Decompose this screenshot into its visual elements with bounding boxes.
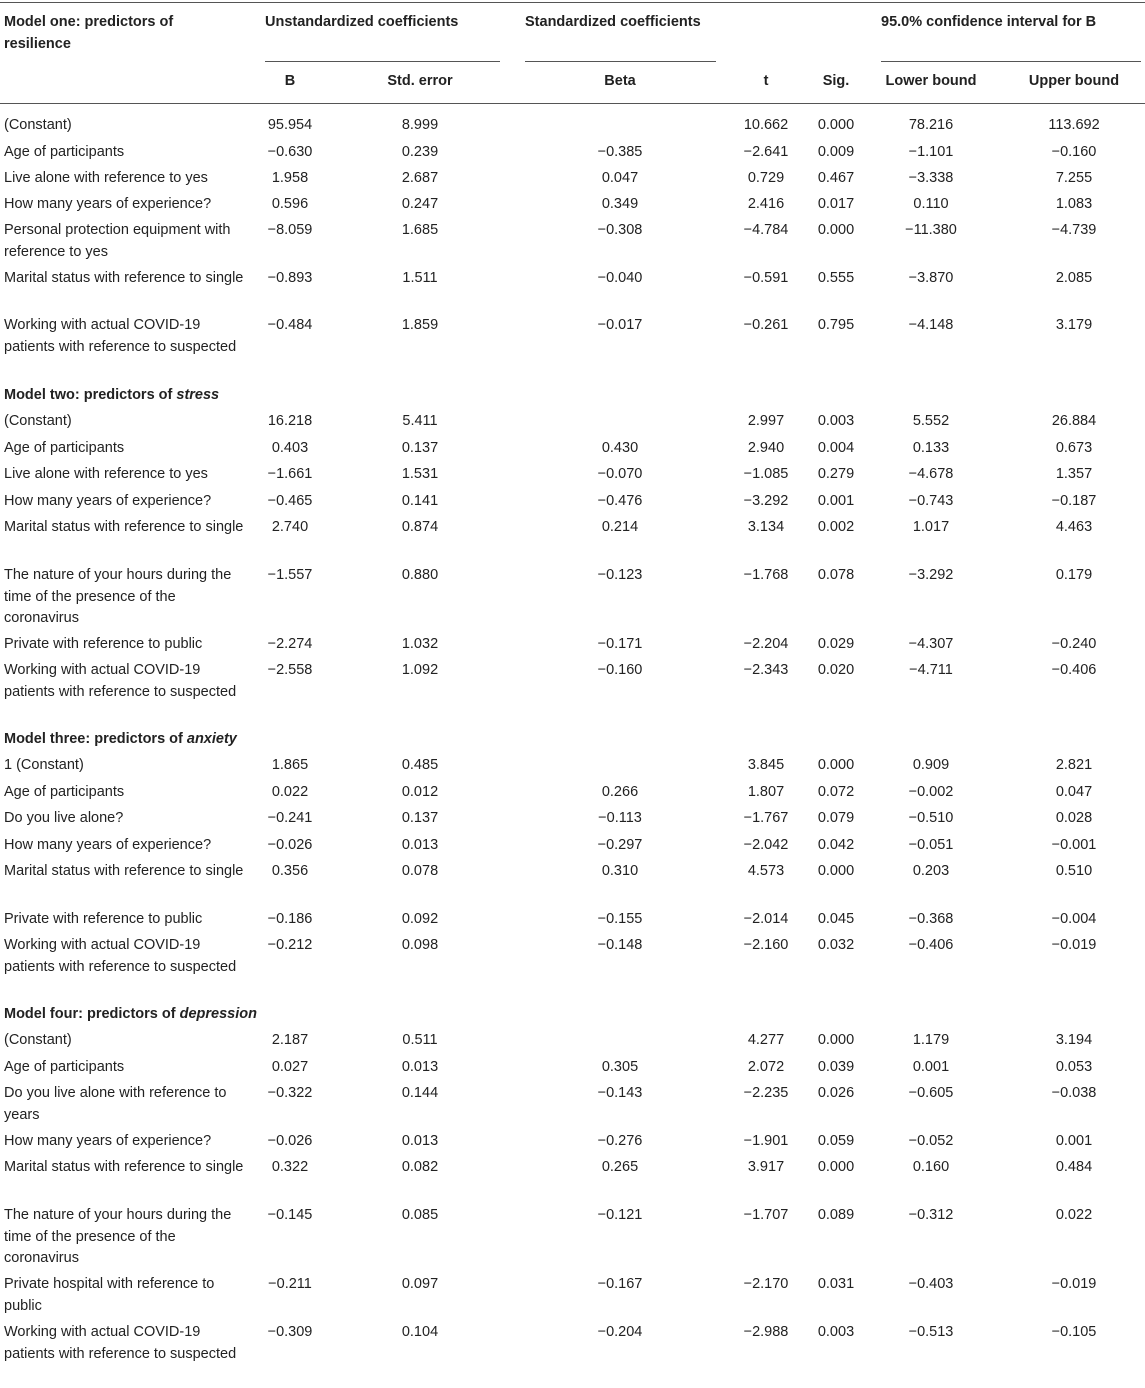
cell-b: −0.241 [267,810,313,826]
cell-beta: −0.113 [598,810,642,826]
cell-t: −1.768 [743,567,789,583]
cell-b: 1.865 [271,757,309,773]
cell-sig: 0.000 [817,1032,855,1048]
cell-std-error: 5.411 [402,413,438,429]
cell-b: −0.026 [267,1133,313,1149]
cell-beta: −0.297 [597,837,643,853]
cell-t: −3.292 [743,493,789,509]
cell-sig: 0.555 [817,270,855,286]
cell-b: −0.322 [267,1085,313,1101]
cell-sig: 0.001 [817,493,855,509]
header-b: B [284,73,296,89]
row-label: Marital status with reference to single [4,863,244,879]
cell-upper-bound: −0.187 [1051,493,1097,509]
cell-t: 2.997 [747,413,785,429]
cell-beta: 0.430 [601,440,639,456]
cell-std-error: 0.239 [401,144,439,160]
row-label: Age of participants [4,440,125,456]
cell-sig: 0.059 [817,1133,855,1149]
cell-t: −2.641 [743,144,789,160]
row-label: (Constant) [4,413,72,429]
cell-lower-bound: 0.203 [912,863,950,879]
cell-beta: −0.123 [597,567,643,583]
cell-upper-bound: 0.022 [1055,1207,1093,1223]
cell-upper-bound: 0.484 [1055,1159,1093,1175]
cell-upper-bound: 3.194 [1055,1032,1093,1048]
row-label: Working with actual COVID-19 patients with reference to suspected [4,317,237,355]
cell-sig: 0.467 [817,170,855,186]
header-beta: Beta [604,73,636,89]
cell-lower-bound: 0.110 [913,196,949,212]
row-label: Age of participants [4,784,125,800]
cell-std-error: 0.104 [401,1324,439,1340]
row-label: (Constant) [4,1032,72,1048]
row-label: Working with actual COVID-19 patients with reference to suspected [4,662,237,700]
cell-b: 95.954 [267,117,313,133]
cell-sig: 0.020 [817,662,855,678]
cell-lower-bound: −0.406 [908,937,954,953]
cell-sig: 0.032 [817,937,855,953]
cell-upper-bound: −0.160 [1051,144,1097,160]
cell-sig: 0.000 [817,222,855,238]
section-title-prefix: Model three: predictors of [4,731,187,747]
cell-t: −0.591 [743,270,789,286]
cell-t: −2.160 [743,937,789,953]
cell-sig: 0.031 [817,1276,855,1292]
cell-sig: 0.042 [817,837,855,853]
cell-lower-bound: 0.909 [912,757,950,773]
cell-upper-bound: −0.240 [1051,636,1097,652]
section-title-emphasis: stress [176,387,220,403]
cell-sig: 0.078 [817,567,855,583]
cell-t: −2.204 [743,636,789,652]
cell-b: −0.212 [267,937,313,953]
cell-sig: 0.000 [817,863,855,879]
cell-lower-bound: −0.510 [908,810,954,826]
row-label: Private with reference to public [4,911,203,927]
cell-sig: 0.017 [817,196,855,212]
cell-std-error: 1.531 [401,466,439,482]
cell-b: −0.186 [267,911,313,927]
cell-beta: −0.167 [597,1276,643,1292]
cell-upper-bound: −0.004 [1051,911,1097,927]
unstd-underline [265,61,500,62]
row-label: Age of participants [4,144,125,160]
cell-t: 2.940 [747,440,785,456]
cell-upper-bound: 26.884 [1051,413,1097,429]
cell-sig: 0.004 [817,440,855,456]
cell-upper-bound: 1.083 [1055,196,1093,212]
cell-beta: 0.349 [601,196,639,212]
cell-t: −2.343 [743,662,789,678]
cell-std-error: 1.092 [401,662,439,678]
row-label: How many years of experience? [4,837,212,853]
cell-upper-bound: 3.179 [1055,317,1093,333]
cell-t: −4.784 [743,222,789,238]
cell-beta: −0.040 [597,270,643,286]
cell-sig: 0.279 [817,466,855,482]
row-label: Private hospital with reference to public [4,1276,215,1314]
header-bottom-rule [0,103,1145,104]
cell-std-error: 0.880 [401,567,439,583]
cell-upper-bound: 0.510 [1055,863,1093,879]
cell-upper-bound: 113.692 [1048,117,1100,133]
row-label: How many years of experience? [4,196,212,212]
cell-upper-bound: −0.019 [1051,1276,1097,1292]
cell-b: 0.022 [271,784,309,800]
cell-std-error: 0.013 [401,1133,439,1149]
cell-lower-bound: 78.216 [908,117,954,133]
cell-beta: −0.308 [597,222,643,238]
cell-upper-bound: −0.019 [1051,937,1097,953]
cell-lower-bound: −1.101 [908,144,954,160]
section-title-emphasis: anxiety [186,731,237,747]
cell-beta: 0.310 [601,863,639,879]
cell-b: 0.356 [271,863,309,879]
cell-beta: −0.143 [597,1085,643,1101]
cell-lower-bound: 1.017 [912,519,950,535]
row-label: The nature of your hours during the time of the presence of the coronavirus [4,567,232,626]
cell-b: 2.187 [271,1032,309,1048]
cell-sig: 0.000 [817,117,855,133]
cell-upper-bound: 2.821 [1055,757,1093,773]
cell-t: 2.416 [747,196,785,212]
cell-beta: −0.070 [597,466,643,482]
header-upper-bound: Upper bound [1028,73,1120,89]
row-label: Marital status with reference to single [4,270,244,286]
cell-sig: 0.000 [817,757,855,773]
cell-b: −2.558 [267,662,313,678]
cell-b: 1.958 [271,170,309,186]
cell-t: −2.042 [743,837,789,853]
row-label: (Constant) [4,117,72,133]
cell-t: 3.845 [747,757,785,773]
cell-sig: 0.002 [817,519,855,535]
cell-b: −8.059 [267,222,313,238]
cell-sig: 0.000 [817,1159,855,1175]
cell-b: −0.211 [268,1276,312,1292]
cell-b: −0.026 [267,837,313,853]
cell-std-error: 0.874 [401,519,439,535]
cell-b: 16.218 [267,413,313,429]
cell-upper-bound: −4.739 [1051,222,1097,238]
cell-std-error: 1.859 [401,317,439,333]
section-title-emphasis: depression [179,1006,257,1022]
cell-sig: 0.795 [817,317,855,333]
cell-t: −1.767 [743,810,789,826]
cell-lower-bound: −0.605 [908,1085,954,1101]
cell-lower-bound: −0.403 [908,1276,954,1292]
cell-lower-bound: −3.870 [908,270,954,286]
row-label: Marital status with reference to single [4,1159,244,1175]
cell-lower-bound: 0.001 [912,1059,950,1075]
cell-lower-bound: −4.307 [908,636,954,652]
row-label: How many years of experience? [4,1133,212,1149]
cell-beta: −0.160 [597,662,643,678]
cell-lower-bound: −11.380 [905,222,957,238]
cell-lower-bound: −4.711 [909,662,953,678]
cell-lower-bound: −0.051 [908,837,954,853]
cell-std-error: 2.687 [401,170,439,186]
header-lower-bound: Lower bound [885,73,977,89]
cell-lower-bound: −3.338 [908,170,954,186]
cell-beta: −0.155 [597,911,643,927]
cell-upper-bound: 7.255 [1055,170,1093,186]
cell-sig: 0.026 [817,1085,855,1101]
cell-b: 2.740 [271,519,309,535]
cell-t: 4.573 [747,863,785,879]
row-label: 1 (Constant) [4,757,84,773]
cell-std-error: 0.013 [401,837,439,853]
cell-std-error: 0.092 [401,911,439,927]
row-label: Live alone with reference to yes [4,170,208,186]
cell-b: −0.309 [267,1324,313,1340]
cell-beta: 0.266 [601,784,639,800]
header-confidence-interval: 95.0% confidence interval for B [881,14,1097,30]
cell-std-error: 0.082 [401,1159,439,1175]
cell-t: −2.235 [743,1085,789,1101]
cell-upper-bound: −0.001 [1051,837,1097,853]
header-standardized: Standardized coefficients [525,14,701,30]
cell-upper-bound: 0.053 [1055,1059,1093,1075]
cell-std-error: 0.137 [401,440,439,456]
cell-upper-bound: 1.357 [1055,466,1093,482]
cell-upper-bound: 0.673 [1055,440,1093,456]
cell-std-error: 0.137 [401,810,439,826]
cell-std-error: 1.032 [401,636,439,652]
header-unstandardized: Unstandardized coefficients [265,14,459,30]
cell-beta: −0.121 [597,1207,643,1223]
header-std-error: Std. error [387,73,453,89]
cell-t: 10.662 [743,117,789,133]
cell-b: −2.274 [267,636,313,652]
cell-lower-bound: −0.368 [908,911,954,927]
row-label: Do you live alone with reference to years [4,1085,227,1123]
section-title [4,729,237,751]
cell-beta: −0.171 [597,636,643,652]
cell-std-error: 0.247 [401,196,439,212]
section-title-prefix: Model two: predictors of [4,387,177,403]
cell-t: −2.170 [743,1276,789,1292]
cell-b: −0.145 [267,1207,313,1223]
cell-std-error: 0.013 [401,1059,439,1075]
cell-t: 2.072 [747,1059,785,1075]
cell-sig: 0.079 [817,810,855,826]
cell-beta: −0.148 [597,937,643,953]
cell-upper-bound: 2.085 [1055,270,1093,286]
cell-std-error: 0.511 [402,1032,438,1048]
row-label: Private with reference to public [4,636,203,652]
cell-std-error: 0.078 [401,863,439,879]
row-label: Working with actual COVID-19 patients with reference to suspected [4,937,237,975]
cell-upper-bound: −0.105 [1051,1324,1097,1340]
cell-t: 0.729 [747,170,785,186]
cell-upper-bound: 0.028 [1055,810,1093,826]
cell-b: −0.630 [267,144,313,160]
cell-b: 0.596 [271,196,309,212]
cell-lower-bound: 5.552 [912,413,950,429]
cell-beta: 0.305 [601,1059,639,1075]
cell-std-error: 8.999 [401,117,439,133]
cell-t: 3.134 [747,519,785,535]
cell-t: 3.917 [747,1159,785,1175]
cell-std-error: 0.012 [401,784,439,800]
cell-upper-bound: 0.001 [1055,1133,1093,1149]
cell-std-error: 0.097 [401,1276,439,1292]
row-label: Do you live alone? [4,810,124,826]
cell-b: −1.557 [267,567,313,583]
cell-upper-bound: 0.179 [1055,567,1093,583]
section-title [4,385,219,407]
cell-upper-bound: 4.463 [1055,519,1093,535]
cell-beta: 0.265 [601,1159,639,1175]
cell-sig: 0.003 [817,1324,855,1340]
header-model-label: Model one: predictors of resilience [4,14,174,52]
cell-std-error: 0.144 [401,1085,439,1101]
cell-sig: 0.089 [817,1207,855,1223]
cell-b: −1.661 [267,466,313,482]
cell-lower-bound: −0.312 [908,1207,954,1223]
cell-t: −1.901 [743,1133,789,1149]
cell-lower-bound: −4.678 [908,466,954,482]
top-rule [0,2,1145,3]
row-label: Marital status with reference to single [4,519,244,535]
header-t: t [763,73,769,89]
cell-b: 0.322 [271,1159,309,1175]
cell-t: −2.988 [743,1324,789,1340]
row-label: Personal protection equipment with reference to yes [4,222,231,260]
cell-sig: 0.003 [817,413,855,429]
cell-std-error: 1.685 [401,222,439,238]
cell-b: −0.893 [267,270,313,286]
cell-t: −1.085 [743,466,789,482]
section-title-prefix: Model four: predictors of [4,1006,180,1022]
cell-b: 0.403 [271,440,309,456]
cell-b: 0.027 [271,1059,309,1075]
cell-lower-bound: −3.292 [908,567,954,583]
row-label: Live alone with reference to yes [4,466,208,482]
cell-sig: 0.045 [817,911,855,927]
cell-std-error: 1.511 [402,270,438,286]
cell-sig: 0.029 [817,636,855,652]
cell-beta: −0.385 [597,144,643,160]
cell-std-error: 0.141 [401,493,439,509]
cell-lower-bound: 0.133 [912,440,950,456]
cell-std-error: 0.098 [401,937,439,953]
cell-lower-bound: −0.052 [908,1133,954,1149]
cell-t: 1.807 [747,784,785,800]
cell-upper-bound: −0.038 [1051,1085,1097,1101]
cell-t: −1.707 [743,1207,789,1223]
cell-sig: 0.039 [817,1059,855,1075]
section-title [4,1004,257,1026]
cell-lower-bound: 1.179 [912,1032,950,1048]
cell-upper-bound: −0.406 [1051,662,1097,678]
cell-lower-bound: −0.513 [908,1324,954,1340]
cell-beta: 0.047 [601,170,639,186]
cell-t: −2.014 [743,911,789,927]
header-sig: Sig. [822,73,850,89]
cell-beta: 0.214 [601,519,639,535]
row-label: The nature of your hours during the time of the presence of the coronavirus [4,1207,232,1266]
cell-lower-bound: −0.743 [908,493,954,509]
cell-lower-bound: −0.002 [908,784,954,800]
cell-b: −0.465 [267,493,313,509]
cell-std-error: 0.085 [401,1207,439,1223]
row-label: Working with actual COVID-19 patients with reference to suspected [4,1324,237,1362]
row-label: Age of participants [4,1059,125,1075]
std-underline [525,61,716,62]
cell-beta: −0.017 [597,317,643,333]
cell-sig: 0.072 [817,784,855,800]
cell-beta: −0.276 [597,1133,643,1149]
cell-b: −0.484 [267,317,313,333]
cell-upper-bound: 0.047 [1055,784,1093,800]
row-label: How many years of experience? [4,493,212,509]
cell-t: 4.277 [747,1032,785,1048]
cell-lower-bound: 0.160 [912,1159,950,1175]
cell-t: −0.261 [743,317,789,333]
cell-beta: −0.204 [597,1324,643,1340]
cell-std-error: 0.485 [401,757,439,773]
cell-beta: −0.476 [597,493,643,509]
cell-lower-bound: −4.148 [908,317,954,333]
ci-underline [881,61,1141,62]
cell-sig: 0.009 [817,144,855,160]
